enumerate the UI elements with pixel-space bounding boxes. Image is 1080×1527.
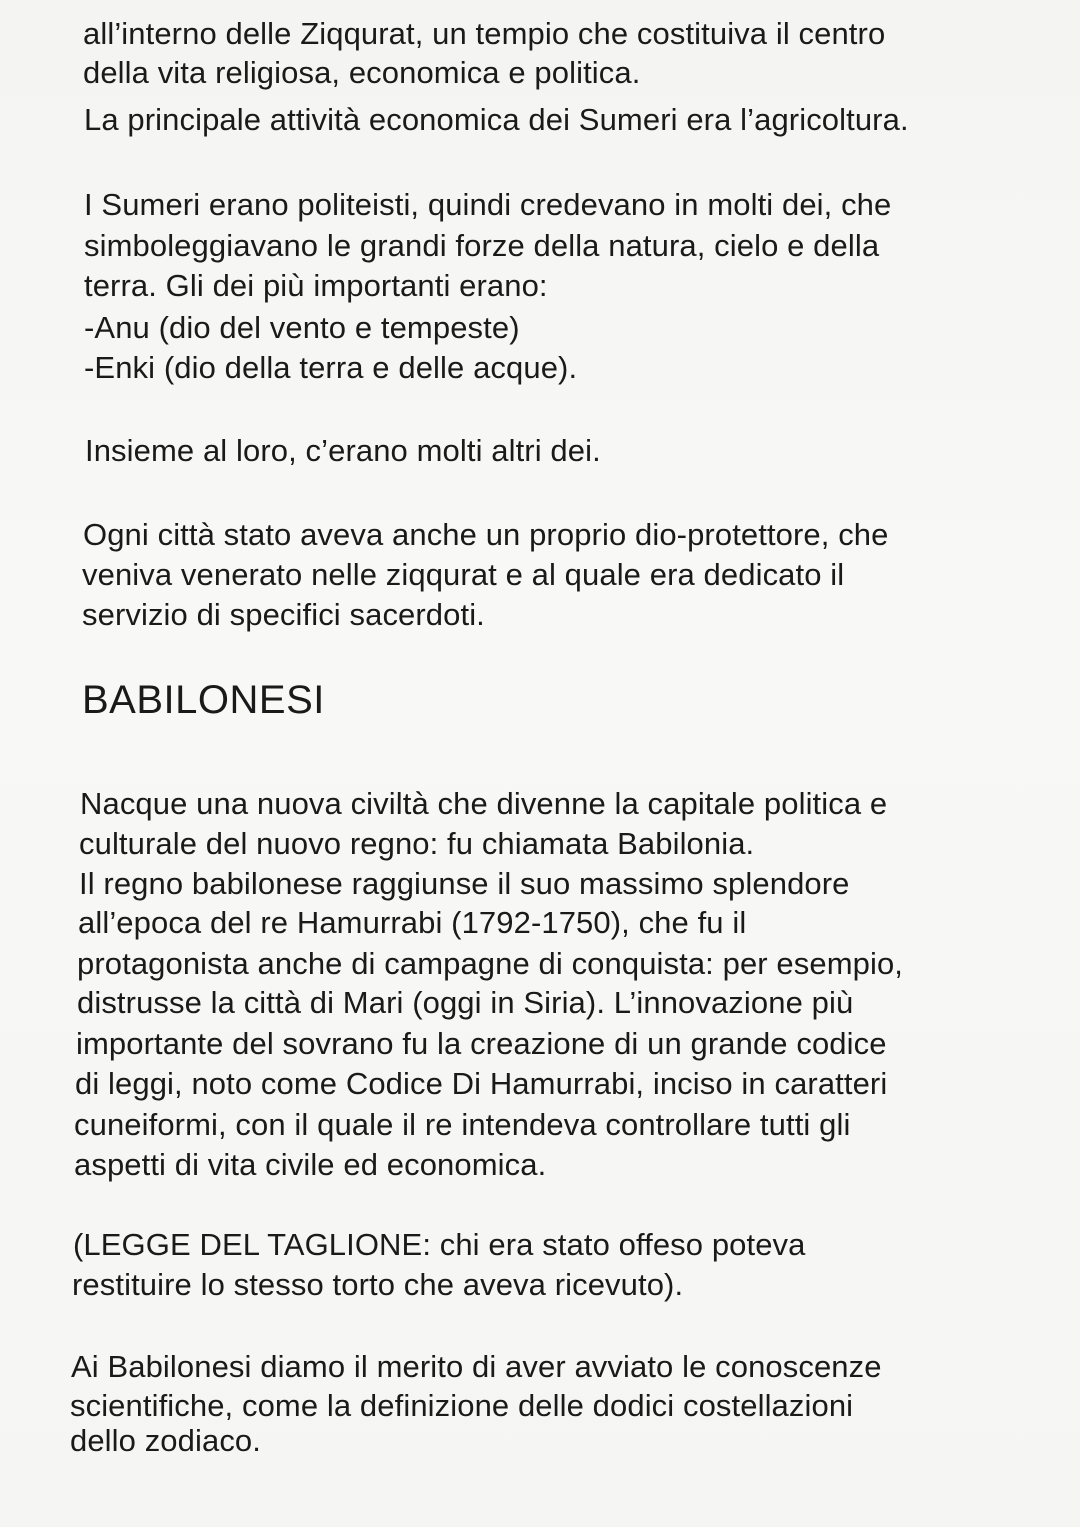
text-line: Ogni città stato aveva anche un proprio dio-protettore, che xyxy=(83,517,889,552)
text-line: dello zodiaco. xyxy=(70,1423,261,1458)
text-line: Nacque una nuova civiltà che divenne la capitale politica e xyxy=(80,786,888,821)
text-line: distrusse la città di Mari (oggi in Siria). L’innovazione più xyxy=(77,985,854,1020)
text-line: importante del sovrano fu la creazione di un grande codice xyxy=(76,1026,887,1061)
text-line: (LEGGE DEL TAGLIONE: chi era stato offeso poteva xyxy=(73,1227,806,1262)
text-line: Ai Babilonesi diamo il merito di aver avviato le conoscenze xyxy=(71,1349,882,1384)
text-line: di leggi, noto come Codice Di Hamurrabi, inciso in caratteri xyxy=(75,1066,888,1101)
text-line: restituire lo stesso torto che aveva ricevuto). xyxy=(72,1267,684,1302)
text-line: La principale attività economica dei Sumeri era l’agricoltura. xyxy=(84,102,909,137)
text-line: della vita religiosa, economica e politica. xyxy=(83,55,641,90)
text-line: Insieme al loro, c’erano molti altri dei. xyxy=(85,433,601,468)
text-line: simboleggiavano le grandi forze della natura, cielo e della xyxy=(84,228,880,263)
text-line: I Sumeri erano politeisti, quindi credevano in molti dei, che xyxy=(84,187,892,222)
text-line: servizio di specifici sacerdoti. xyxy=(82,597,485,632)
text-line: all’epoca del re Hamurrabi (1792-1750), che fu il xyxy=(78,905,747,940)
text-line: Il regno babilonese raggiunse il suo massimo splendore xyxy=(79,866,850,901)
text-line: culturale del nuovo regno: fu chiamata Babilonia. xyxy=(79,826,755,861)
text-line: all’interno delle Ziqqurat, un tempio che costituiva il centro xyxy=(83,16,886,51)
section-heading-babilonesi: BABILONESI xyxy=(82,678,325,722)
text-line: veniva venerato nelle ziqqurat e al quale era dedicato il xyxy=(82,557,845,592)
text-line: scientifiche, come la definizione delle dodici costellazioni xyxy=(70,1388,854,1423)
text-line: cuneiformi, con il quale il re intendeva controllare tutti gli xyxy=(74,1107,851,1142)
text-line: terra. Gli dei più importanti erano: xyxy=(84,268,548,303)
text-line: -Enki (dio della terra e delle acque). xyxy=(84,350,578,385)
text-line: protagonista anche di campagne di conquista: per esempio, xyxy=(77,946,904,981)
text-line: -Anu (dio del vento e tempeste) xyxy=(84,310,520,345)
text-line: aspetti di vita civile ed economica. xyxy=(74,1147,547,1182)
